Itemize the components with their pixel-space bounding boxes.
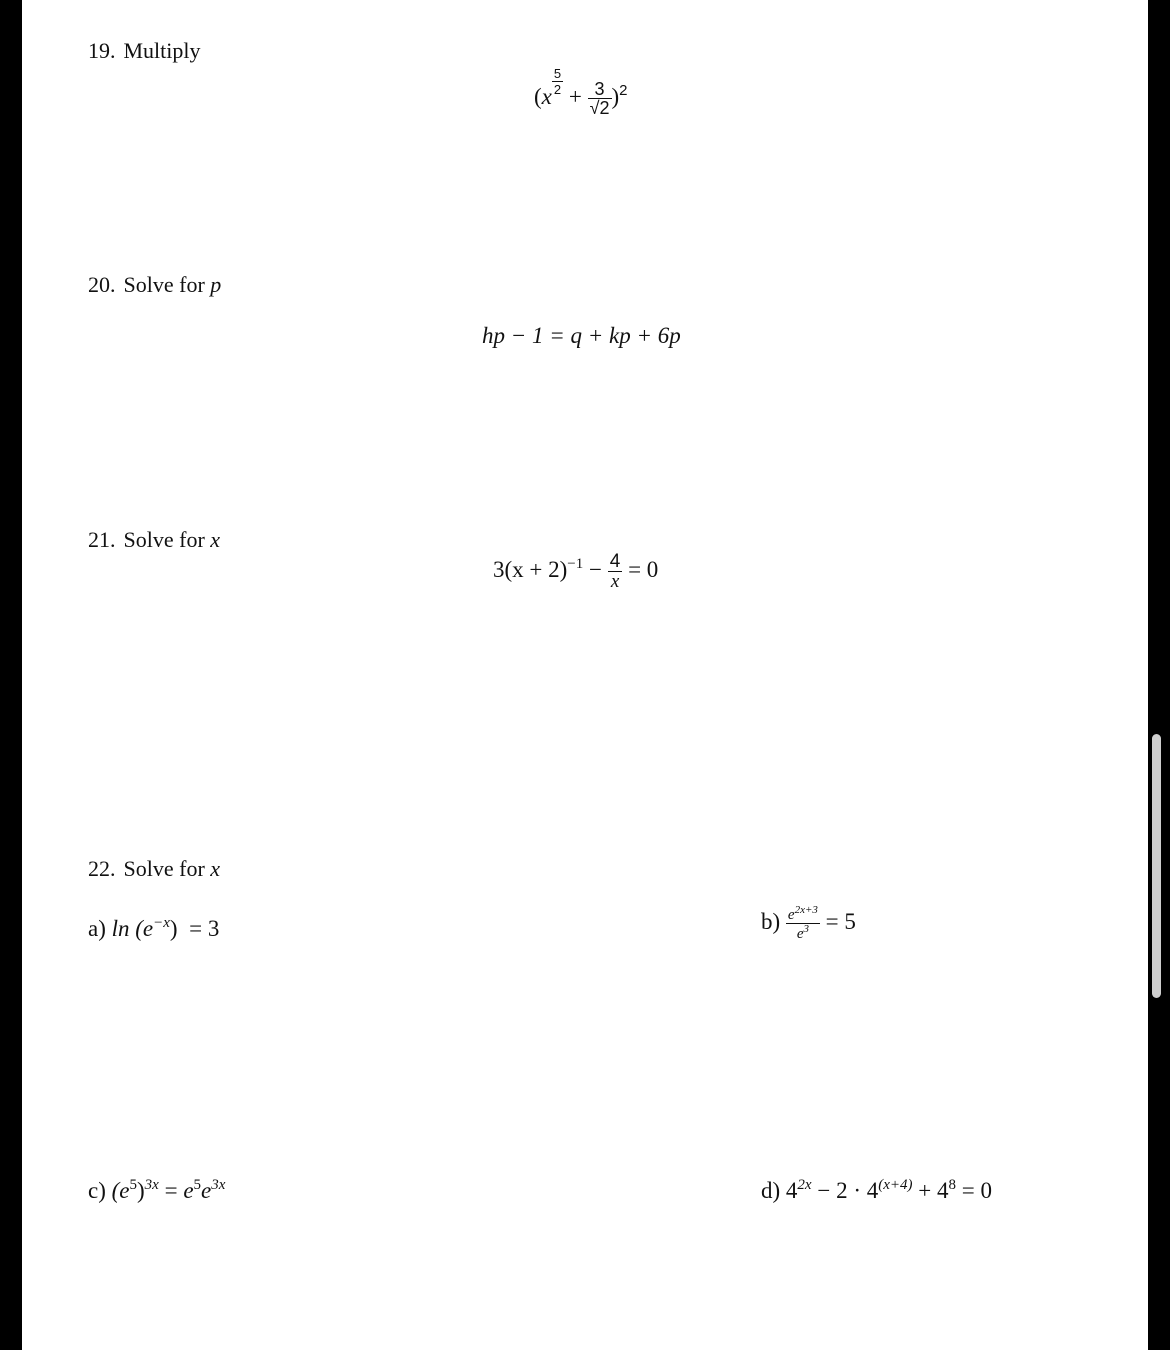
fraction: $\frac{e^{2x+3}}{e^3}$ xyxy=(787,904,818,942)
part-label: d) xyxy=(761,1178,781,1203)
part-b: b) $\frac{e^{2x+3}}{e^3}$ = 5 xyxy=(761,904,856,942)
exponent-fraction: $\frac{5}{2}$ xyxy=(553,66,562,97)
question-number: 19. xyxy=(88,38,116,63)
radical-fraction: $\frac{3}{√2}$ xyxy=(589,79,610,119)
part-label: a) xyxy=(88,916,106,941)
scrollbar-thumb[interactable] xyxy=(1152,734,1161,998)
part-label: c) xyxy=(88,1178,106,1203)
document-page xyxy=(22,0,1148,1350)
question-21-label: 21. Solve for x xyxy=(88,527,221,552)
question-22-label: 22. Solve for x xyxy=(88,856,221,881)
part-c: c) $(e^5)^{3x} = e^5e^{3x}$ xyxy=(88,1177,226,1203)
window-gutter xyxy=(1148,0,1170,1350)
fraction: $\frac{4}{x}$ xyxy=(609,551,621,592)
question-19-label xyxy=(88,38,201,64)
question-instruction: Multiply xyxy=(123,38,201,63)
question-21-equation: $3(x + 2)^{-1}$ − $\frac{4}{x}$ = 0 xyxy=(493,551,659,592)
question-19-expression: (x $\frac{5}{2}$ + $\frac{3}{√2}$ )$^2$ xyxy=(534,66,628,119)
part-a: a) $\ln (e^{-x}) = 3$ xyxy=(88,915,220,941)
part-d: d) $4^{2x} - 2 \cdot 4^{(x+4)} + 4^8 = 0$ xyxy=(761,1177,992,1203)
question-20-equation: hp − 1 = q + kp + 6p xyxy=(482,323,681,348)
question-20-label: 20. Solve for p xyxy=(88,272,222,297)
part-label: b) xyxy=(761,908,781,934)
